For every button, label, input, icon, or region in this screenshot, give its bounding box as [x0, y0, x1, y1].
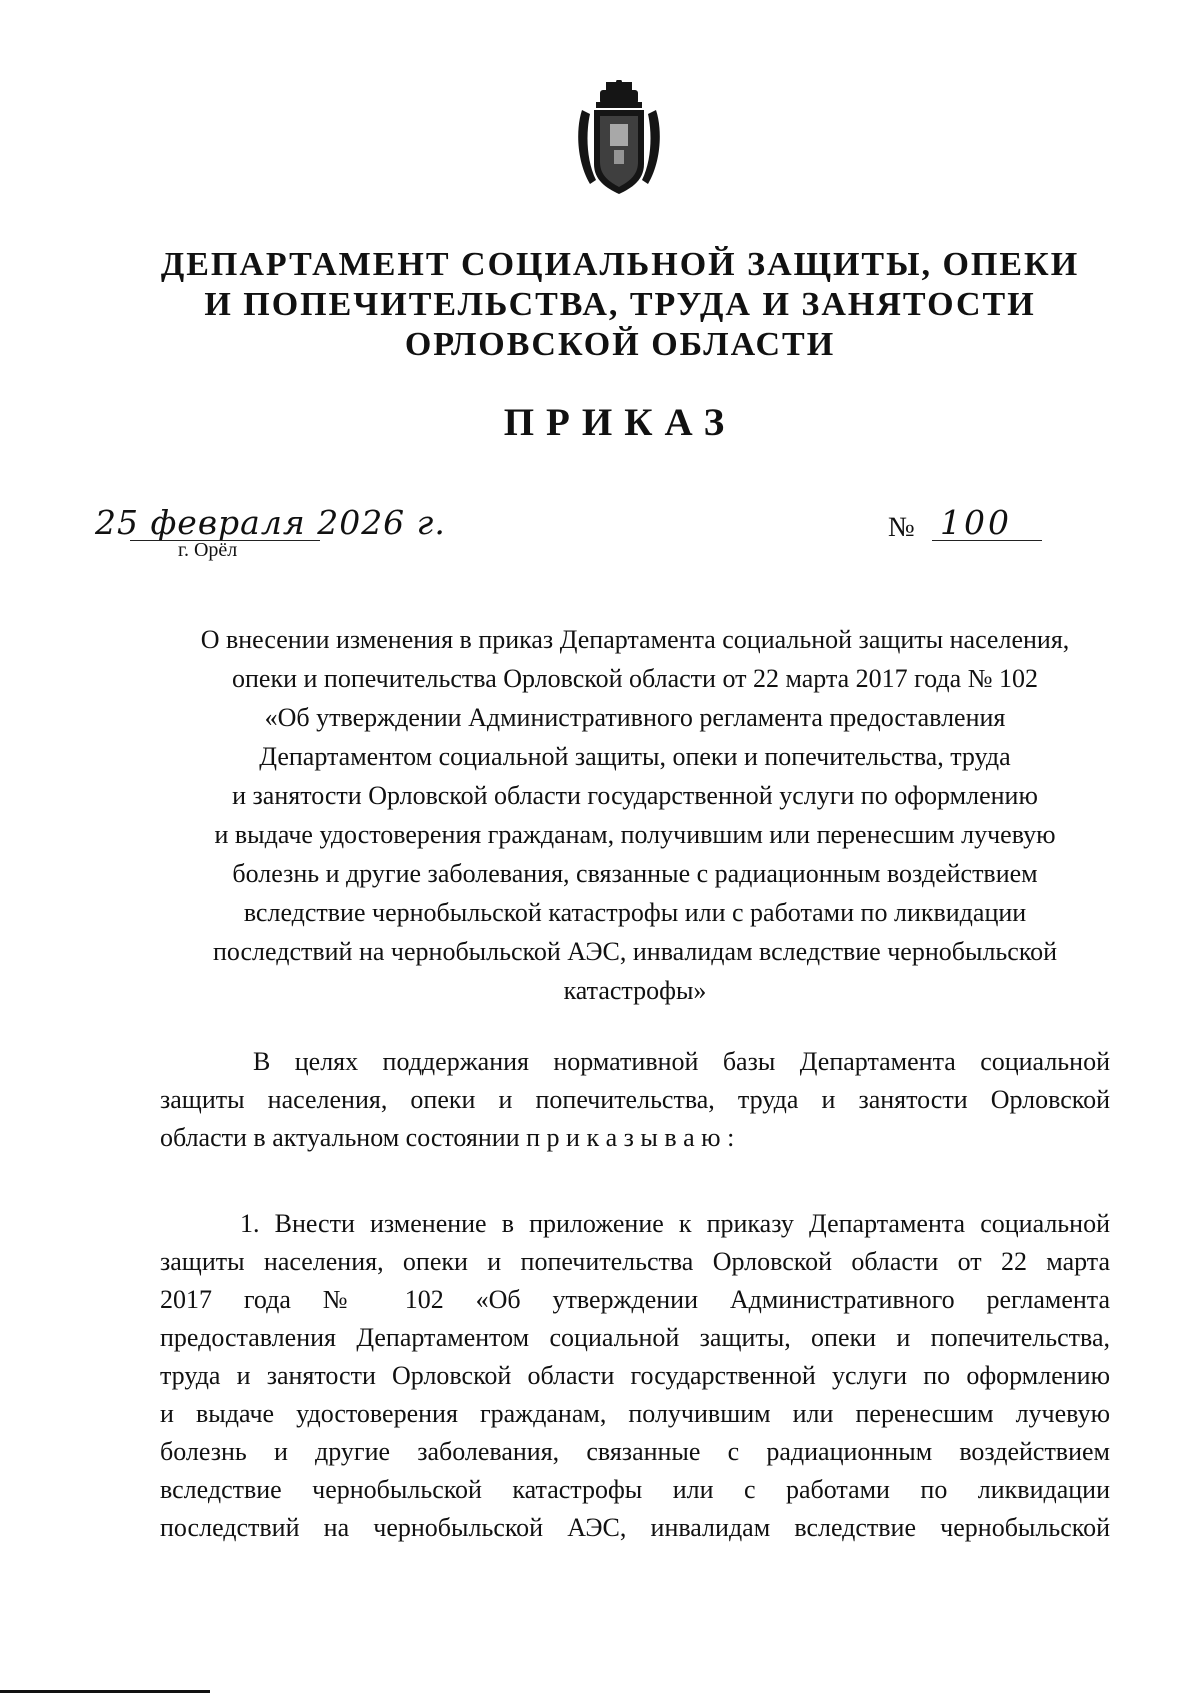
- subject-line: «Об утверждении Административного регламента предоставления: [264, 703, 1006, 732]
- subject-line: и занятости Орловской области государственной услуги по оформлению: [232, 781, 1038, 810]
- number-sign: №: [888, 512, 915, 543]
- coat-of-arms-emblem: [572, 80, 666, 200]
- item-1-line: защиты населения, опеки и попечительства Орловской области от 22 марта: [160, 1247, 1110, 1276]
- subject-line: вследствие чернобыльской катастрофы или с работами по ликвидации: [243, 898, 1027, 927]
- subject-line: опеки и попечительства Орловской области от 22 марта 2017 года № 102: [232, 664, 1038, 693]
- preamble-line: защиты населения, опеки и попечительства, труда и занятости Орловской: [160, 1085, 1110, 1114]
- subject-line: Департаментом социальной защиты, опеки и попечительства, труда: [259, 742, 1011, 771]
- bottom-scan-rule: [0, 1690, 210, 1693]
- preamble-paragraph: [160, 1043, 1110, 1157]
- item-1-line: труда и занятости Орловской области государственной услуги по оформлению: [160, 1361, 1110, 1390]
- subject-line: и выдаче удостоверения гражданам, получившим или перенесшим лучевую: [214, 820, 1056, 849]
- department-line: И ПОПЕЧИТЕЛЬСТВА, ТРУДА И ЗАНЯТОСТИ: [204, 286, 1036, 323]
- item-1-line: последствий на чернобыльской АЭС, инвалидам вследствие чернобыльской: [160, 1513, 1110, 1542]
- subject-line: О внесении изменения в приказ Департамента социальной защиты населения,: [200, 625, 1070, 654]
- item-1-line: 1. Внести изменение в приложение к приказу Департамента социальной: [240, 1209, 1110, 1238]
- handwritten-number: 100: [940, 503, 1012, 542]
- item-1-line: болезнь и другие заболевания, связанные с радиационным воздействием: [160, 1437, 1110, 1466]
- item-1-line: вследствие чернобыльской катастрофы или с работами по ликвидации: [160, 1475, 1110, 1504]
- document-type-title: ПРИКАЗ: [503, 401, 737, 444]
- subject-line: катастрофы»: [563, 976, 707, 1005]
- subject-line: болезнь и другие заболевания, связанные с радиационным воздействием: [232, 859, 1038, 888]
- department-line: ДЕПАРТАМЕНТ СОЦИАЛЬНОЙ ЗАЩИТЫ, ОПЕКИ: [160, 246, 1080, 283]
- subject-line: последствий на чернобыльской АЭС, инвалидам вследствие чернобыльской: [212, 937, 1058, 966]
- item-1-paragraph: [160, 1205, 1110, 1547]
- preamble-line: В целях поддержания нормативной базы Департамента социальной: [253, 1047, 1110, 1076]
- number-underline: [932, 540, 1042, 541]
- city-label: г. Орёл: [178, 539, 238, 561]
- item-1-line: и выдаче удостоверения гражданам, получившим или перенесшим лучевую: [160, 1399, 1110, 1428]
- department-line: ОРЛОВСКОЙ ОБЛАСТИ: [404, 326, 836, 363]
- item-1-line: предоставления Департаментом социальной защиты, опеки и попечительства,: [160, 1323, 1110, 1352]
- orel-oblast-coat-of-arms-icon: [572, 80, 666, 200]
- department-name: [140, 245, 1100, 365]
- preamble-line: области в актуальном состоянии п р и к а з ы в а ю :: [160, 1123, 735, 1152]
- handwritten-date: 25 февраля 2026 г.: [95, 503, 446, 542]
- item-1-line: 2017 года № 102 «Об утверждении Административного регламента: [160, 1285, 1110, 1314]
- order-subject: [150, 620, 1120, 1010]
